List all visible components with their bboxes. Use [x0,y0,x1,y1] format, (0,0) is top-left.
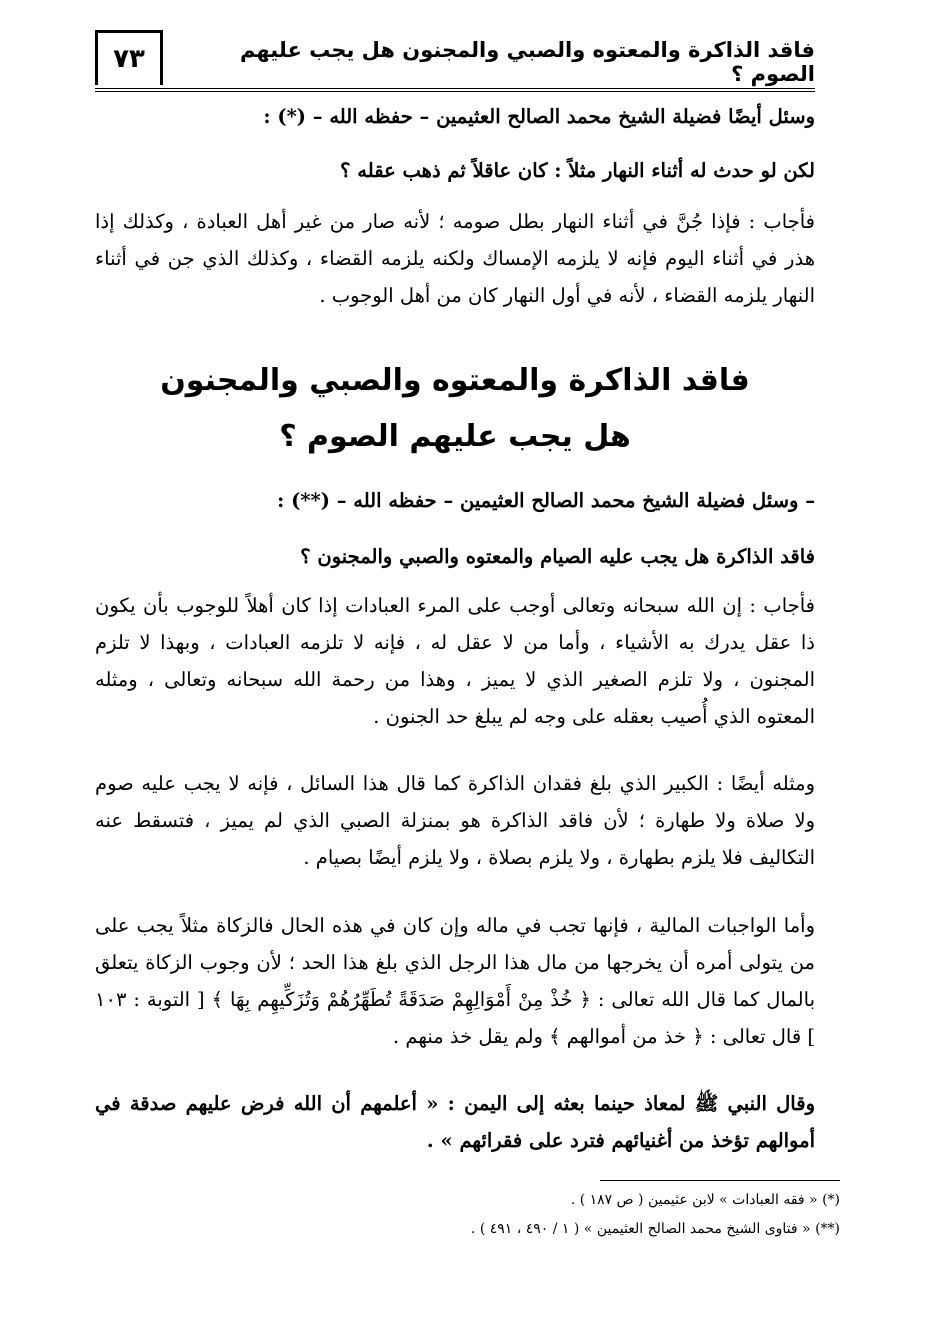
page-number: ٧٣ [95,30,163,85]
footnote-2: (**) « فتاوى الشيخ محمد الصالح العثيمين » ( ١ / ٤٩٠ ، ٤٩١ ) . [470,1221,840,1237]
running-title: فاقد الذاكرة والمعتوه والصبي والمجنون هل يجب عليهم الصوم ؟ [239,38,815,86]
footnotes [95,1186,840,1244]
footnote-1: (*) « فقه العبادات » لابن عثيمين ( ص ١٨٧ ) . [570,1192,840,1208]
question-intro-2: – وسئل فضيلة الشيخ محمد الصالح العثيمين – حفظه الله – (**) : [277,489,815,512]
answer-2-paragraph-2: ومثله أيضًا : الكبير الذي بلغ فقدان الذاكرة كما قال هذا السائل ، فإنه لا يجب عليه صوم ولا صلاة ولا طهارة ؛ لأن فاقد الذاكرة هو بمنزلة الصبي الذي لم يميز ، فتسقط عنه التكاليف فلا يلزم بطهارة ، ولا يلزم بصلاة ، ولا يلزم أيضًا بصيام . [95,772,815,869]
question-2: فاقد الذاكرة هل يجب عليه الصيام والمعتوه والصبي والمجنون ؟ [300,545,815,568]
answer-2-paragraph-1: فأجاب : إن الله سبحانه وتعالى أوجب على المرء العبادات إذا كان أهلاً للوجوب بأن يكون ذا عقل يدرك به الأشياء ، وأما من لا عقل له ، فإنه لا تلزمه العبادات ، وبهذا لا تلزم المجنون ، ولا تلزم الصغير الذي لا يميز ، وهذا من رحمة الله سبحانه وتعالى ، ومثله المعتوه الذي أُصيب بعقله على وجه لم يبلغ حد الجنون . [95,594,815,728]
question-1: لكن لو حدث له أثناء النهار مثلاً : كان عاقلاً ثم ذهب عقله ؟ [340,159,815,182]
answer-1: فأجاب : فإذا جُنَّ في أثناء النهار بطل صومه ؛ لأنه صار من غير أهل العبادة ، وكذلك إذا هذر في أثناء اليوم فإنه لا يلزمه الإمساك ولكنه يلزمه القضاء ، وكذلك الذي جن في أثناء النهار يلزمه القضاء ، لأنه في أول النهار كان من أهل الوجوب . [95,210,815,307]
footnote-divider [600,1180,840,1181]
answer-2-paragraph-4: وقال النبي ﷺ لمعاذ حينما بعثه إلى اليمن : « أعلمهم أن الله فرض عليهم صدقة في أموالهم تؤخذ من أغنيائهم فترد على فقرائهم » . [95,1092,815,1152]
question-intro-1: وسئل أيضًا فضيلة الشيخ محمد الصالح العثيمين – حفظه الله – (*) : [263,105,815,128]
answer-2-paragraph-3: وأما الواجبات المالية ، فإنها تجب في ماله وإن كان في هذه الحال فالزكاة مثلاً يجب على من يتولى أمره أن يخرجها من مال هذا الرجل الذي بلغ هذا الحد ؛ لأن وجوب الزكاة يتعلق بالمال كما قال الله تعالى : ﴿ خُذْ مِنْ أَمْوَالِهِمْ صَدَقَةً تُطَهِّرُهُمْ وَتُزَكِّيهِم بِهَا ﴾ [ التوبة : ١٠٣ ] قال تعالى : ﴿ خذ من أموالهم ﴾ ولم يقل خذ منهم . [95,914,815,1048]
section-heading [95,353,815,465]
section-title-line-2: هل يجب عليهم الصوم ؟ [279,419,631,454]
section-title-line-1: فاقد الذاكرة والمعتوه والصبي والمجنون [160,363,750,398]
running-header [95,30,815,92]
